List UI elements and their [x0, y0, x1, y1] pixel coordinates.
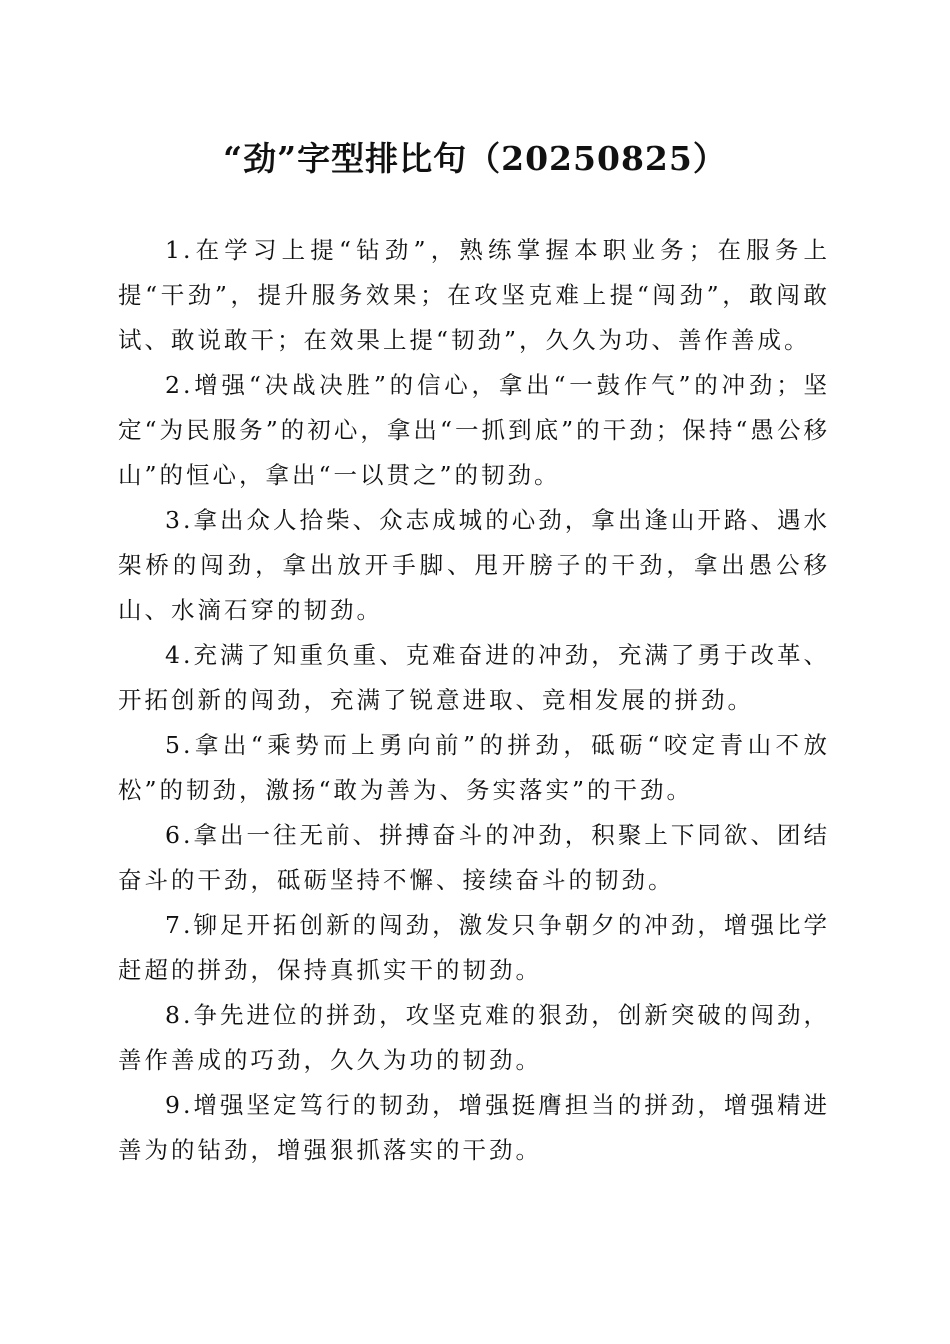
- paragraph-1: 1.在学习上提“钻劲”，熟练掌握本职业务；在服务上提“干劲”，提升服务效果；在攻坚克难上提“闯劲”，敢闯敢试、敢说敢干；在效果上提“韧劲”，久久为功、善作善成。: [118, 236, 830, 354]
- paragraph-9: 9.增强坚定笃行的韧劲，增强挺膺担当的拼劲，增强精进善为的钻劲，增强狠抓落实的干劲。: [118, 1091, 830, 1164]
- paragraph-4: 4.充满了知重负重、克难奋进的冲劲，充满了勇于改革、开拓创新的闯劲，充满了锐意进取、竞相发展的拼劲。: [118, 641, 830, 714]
- paragraph-2: 2.增强“决战决胜”的信心，拿出“一鼓作气”的冲劲；坚定“为民服务”的初心，拿出“一抓到底”的干劲；保持“愚公移山”的恒心，拿出“一以贯之”的韧劲。: [118, 371, 830, 489]
- paragraph-3: 3.拿出众人拾柴、众志成城的心劲，拿出逢山开路、遇水架桥的闯劲，拿出放开手脚、甩开膀子的干劲，拿出愚公移山、水滴石穿的韧劲。: [118, 506, 830, 624]
- document-body: [118, 228, 830, 1173]
- paragraph-6: 6.拿出一往无前、拼搏奋斗的冲劲，积聚上下同欲、团结奋斗的干劲，砥砺坚持不懈、接续奋斗的韧劲。: [118, 821, 830, 894]
- document-title: “劲”字型排比句（20250825）: [223, 139, 727, 178]
- paragraph-7: 7.铆足开拓创新的闯劲，激发只争朝夕的冲劲，增强比学赶超的拼劲，保持真抓实干的韧劲。: [118, 911, 830, 984]
- paragraph-5: 5.拿出“乘势而上勇向前”的拼劲，砥砺“咬定青山不放松”的韧劲，激扬“敢为善为、务实落实”的干劲。: [118, 731, 830, 804]
- paragraph-8: 8.争先进位的拼劲，攻坚克难的狠劲，创新突破的闯劲，善作善成的巧劲，久久为功的韧劲。: [118, 1001, 830, 1074]
